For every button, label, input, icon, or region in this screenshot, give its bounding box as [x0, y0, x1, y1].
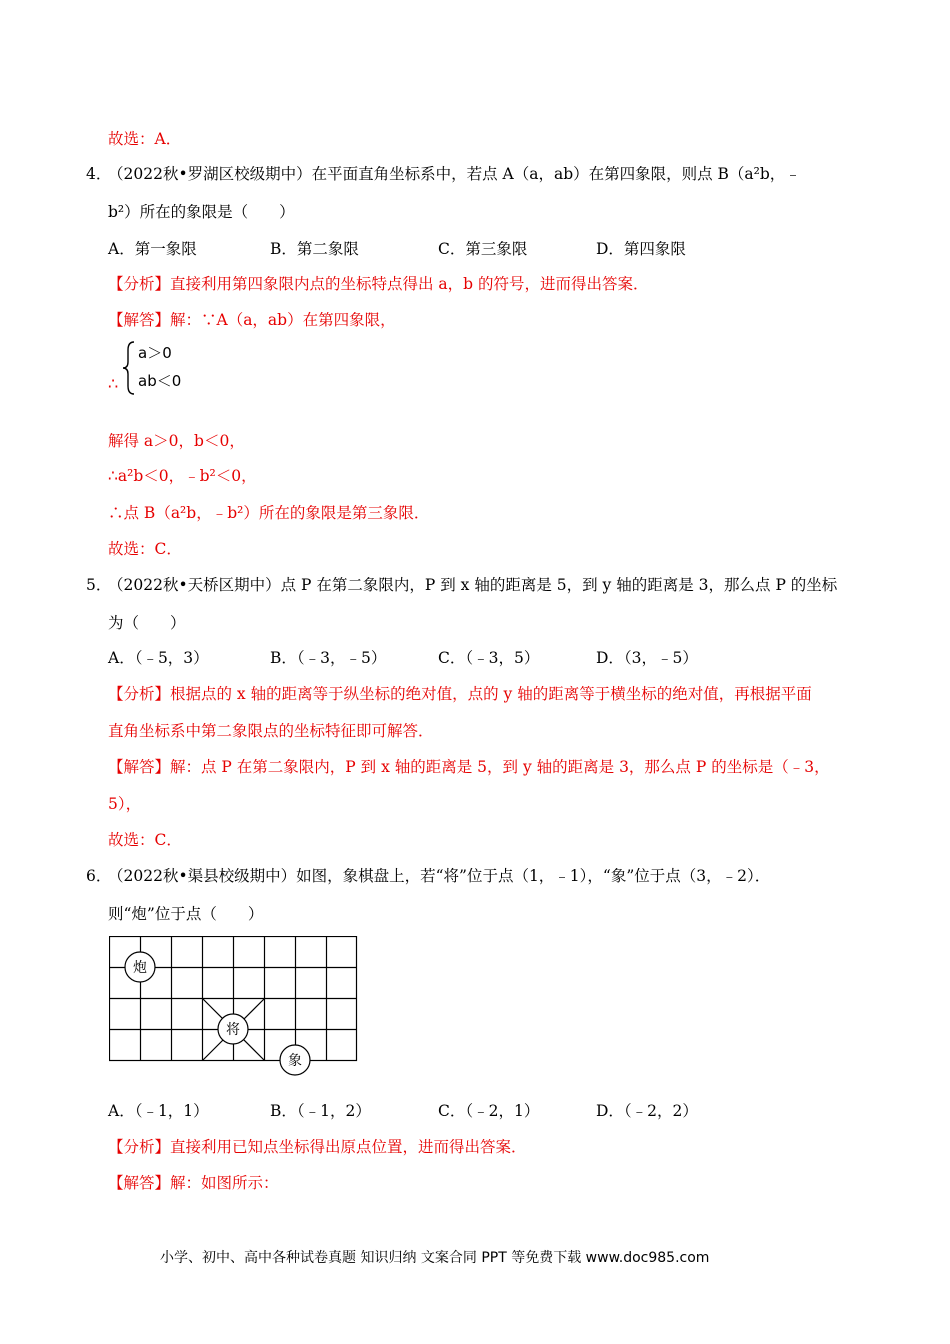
q4-step3: ∴点 B（a²b，﹣b²）所在的象限是第三象限．	[108, 504, 430, 522]
jiang-label: 将	[226, 1022, 240, 1038]
chess-board	[109, 936, 369, 1076]
q4-step1: 解得 a＞0，b＜0，	[108, 432, 245, 450]
q5-option-b: B．（﹣3，﹣5）	[270, 649, 387, 667]
q5-answer-line1: 【解答】解：点 P 在第二象限内，P 到 x 轴的距离是 5，到 y 轴的距离是 3，那么点 P 的坐标是（﹣3，	[108, 758, 830, 776]
q4-option-b: B．第二象限	[270, 240, 359, 258]
page-footer: 小学、初中、高中各种试卷真题 知识归纳 文案合同 PPT 等免费下载 www.doc985.com	[160, 1250, 710, 1266]
q4-option-a: A．第一象限	[108, 240, 197, 258]
q4-stem-line1: （2022秋•罗湖区校级期中）在平面直角坐标系中，若点 A（a，ab）在第四象限，则点 B（a²b，﹣	[108, 165, 801, 183]
q6-stem-line1: （2022秋•渠县校级期中）如图，象棋盘上，若“将”位于点（1，﹣1），“象”位于点（3，﹣2）．	[108, 867, 771, 885]
q5-analysis-line1: 【分析】根据点的 x 轴的距离等于纵坐标的绝对值，点的 y 轴的距离等于横坐标的绝对值，再根据平面	[108, 685, 812, 703]
q4-number: 4．	[86, 165, 112, 183]
q5-answer-line2: 5），	[108, 795, 142, 813]
pao-label: 炮	[133, 960, 147, 976]
q5-stem-line2: 为（ ）	[108, 614, 186, 632]
system-line1: a＞0	[138, 344, 172, 362]
q6-stem-line2: 则“炮”位于点（ ）	[108, 905, 264, 923]
q6-analysis: 【分析】直接利用已知点坐标得出原点位置，进而得出答案．	[108, 1138, 527, 1156]
q6-option-c: C．（﹣2，1）	[438, 1102, 540, 1120]
q5-option-a: A．（﹣5，3）	[108, 649, 209, 667]
system-line2: ab＜0	[138, 372, 182, 390]
q4-answer-intro: 【解答】解：∵A（a，ab）在第四象限，	[108, 311, 396, 329]
q5-option-c: C．（﹣3，5）	[438, 649, 540, 667]
pao-piece	[125, 952, 155, 982]
q6-option-b: B．（﹣1，2）	[270, 1102, 371, 1120]
q5-conclusion: 故选：C．	[108, 831, 182, 849]
xiang-piece	[280, 1045, 310, 1075]
q6-number: 6．	[86, 867, 112, 885]
q5-stem-line1: （2022秋•天桥区期中）点 P 在第二象限内，P 到 x 轴的距离是 5，到 y 轴的距离是 3，那么点 P 的坐标	[108, 576, 838, 594]
q4-step2: ∴a²b＜0，﹣b²＜0，	[108, 467, 257, 485]
q4-analysis: 【分析】直接利用第四象限内点的坐标特点得出 a，b 的符号，进而得出答案．	[108, 275, 649, 293]
q4-stem-line2: b²）所在的象限是（ ）	[108, 203, 295, 221]
q4-option-d: D．第四象限	[596, 240, 686, 258]
jiang-piece	[218, 1014, 248, 1044]
q5-analysis-line2: 直角坐标系中第二象限点的坐标特征即可解答．	[108, 722, 434, 740]
q4-conclusion: 故选：C．	[108, 540, 182, 558]
q5-option-d: D．（3，﹣5）	[596, 649, 698, 667]
q4-option-c: C．第三象限	[438, 240, 528, 258]
xiang-label: 象	[288, 1053, 302, 1069]
q4-inequality-system	[108, 340, 218, 400]
q3-conclusion: 故选：A．	[108, 130, 182, 148]
q6-answer: 【解答】解：如图所示：	[108, 1174, 279, 1192]
q5-number: 5．	[86, 576, 112, 594]
therefore-symbol: ∴	[108, 374, 119, 393]
q6-option-a: A．（﹣1，1）	[108, 1102, 209, 1120]
q6-option-d: D．（﹣2，2）	[596, 1102, 698, 1120]
